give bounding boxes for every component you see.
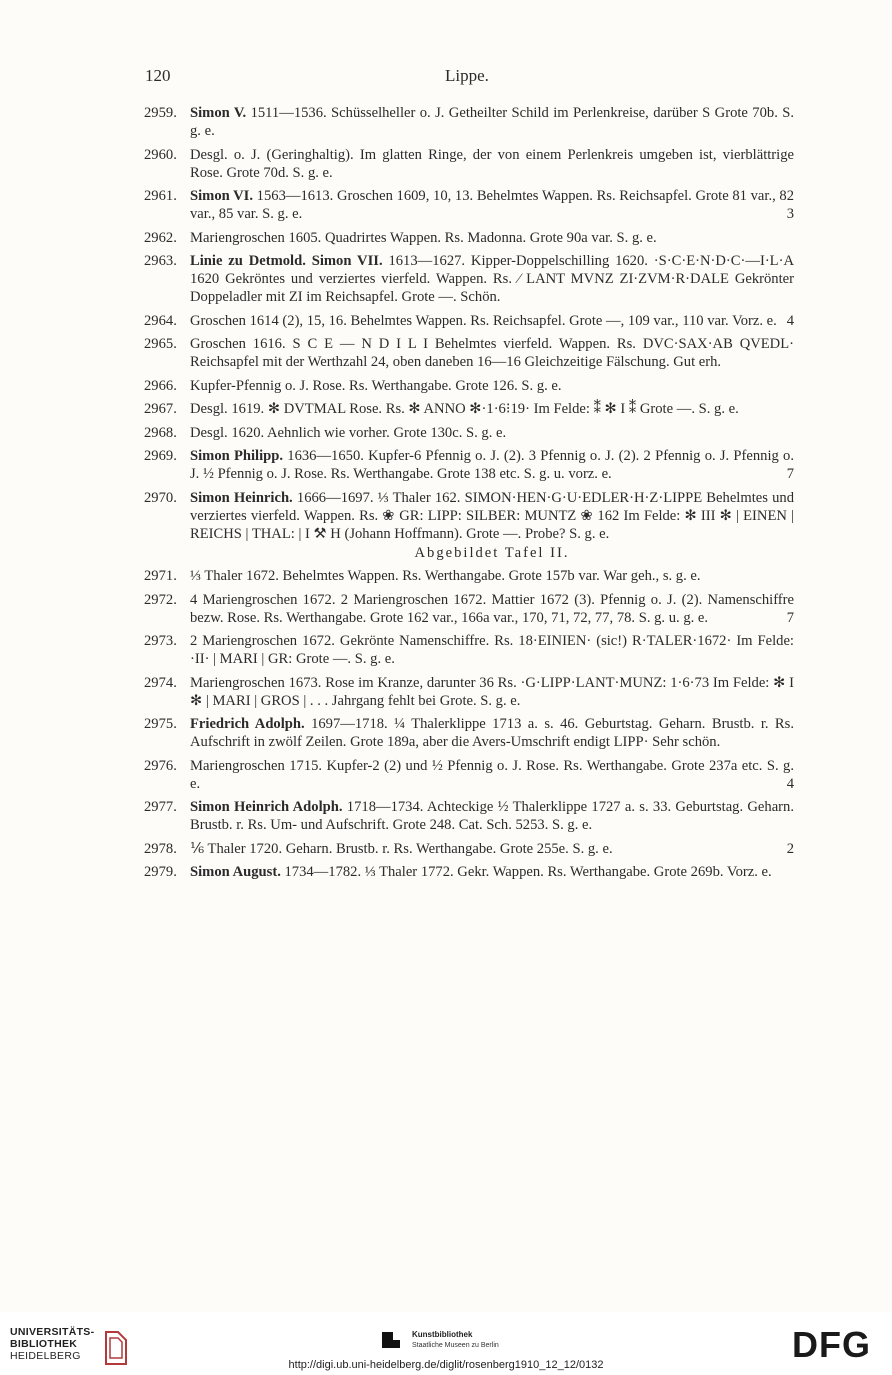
page-header [145,66,793,90]
entry-number: 2972. [144,591,177,608]
permalink-url[interactable]: http://digi.ub.uni-heidelberg.de/diglit/rosenberg1910_12_12/0132 [288,1359,604,1371]
entry-description: ⅙ Thaler 1720. Geharn. Brustb. r. Rs. Werthangabe. Grote 255e. S. g. e. 2 [190,840,794,857]
catalog-entry [144,335,794,371]
entry-number: 2973. [144,633,177,649]
entry-description: Simon Heinrich Adolph. 1718—1734. Achteckige ½ Thalerklippe 1727 a. s. 33. Geburtstag. Geharn. Brustb. r. Rs. Um- und Aufschrift. Grote 248. Cat. Sch. 5253. S. g. e. [190,799,794,833]
plate-reference: Abgebildet Tafel II. [414,544,570,561]
entry-number: 2966. [144,377,177,394]
catalog-entry [144,798,794,834]
entry-description: Kupfer-Pfennig o. J. Rose. Rs. Werthangabe. Grote 126. S. g. e. [190,377,562,394]
entry-number: 2976. [144,757,177,774]
entry-number: 2959. [144,105,177,121]
entry-description: ⅓ Thaler 1672. Behelmtes Wappen. Rs. Werthangabe. Grote 157b var. War geh., s. g. e. [190,568,701,584]
catalog-entry [144,715,794,751]
entry-rarity: 4 [786,312,794,329]
entry-description: Friedrich Adolph. 1697—1718. ¼ Thalerklippe 1713 a. s. 46. Geburtstag. Geharn. Brustb. r. Rs. Aufschrift in zwölf Zeilen. Grote 189a, aber die Avers-Umschrift endigt LIPP· Sehr schön. [190,716,794,750]
entry-description: Groschen 1616. S C E — N D I L I Behelmtes vierfeld. Wappen. Rs. DVC·SAX·AB QVEDL· Reichsapfel mit der Werthzahl 24, oben daneben 16—16 Gleichzeitige Fälschung. Gut erh. [190,336,794,370]
catalog-entry [144,146,794,182]
catalog-entry [144,104,794,140]
entry-description: Desgl. 1620. Aehnlich wie vorher. Grote 130c. S. g. e. [190,424,507,441]
catalog-entry [144,252,794,306]
entry-description: Simon August. 1734—1782. ⅓ Thaler 1772. Gekr. Wappen. Rs. Werthangabe. Grote 269b. Vorz. e. [190,864,772,880]
catalog-entry [144,591,794,627]
entry-description: 4 Mariengroschen 1672. 2 Mariengroschen 1672. Mattier 1672 (3). Pfennig o. J. (2). Namenschiffre bezw. Rose. Rs. Werthangabe. Grote 162 var., 166a var., 170, 71, 72, 77, 78. S. g. u. g. e. 7 [190,591,794,626]
catalog-entry [144,229,794,247]
entry-number: 2969. [144,448,177,464]
entry-number: 2971. [144,568,177,584]
entry-number: 2967. [144,401,177,417]
entry-rarity: 7 [786,466,794,482]
entry-number: 2964. [144,312,177,329]
entry-rarity: 3 [786,206,794,222]
entry-rarity: 4 [786,775,794,792]
catalog-entry [144,757,794,793]
entry-description: Linie zu Detmold. Simon VII. 1613—1627. Kipper-Doppelschilling 1620. ·S·C·E·N·D·C·—I·L·A 1620 Gekröntes und verziertes vierfeld. Wappen. Rs. ⁄ LANT MVNZ ZI·ZVM·R·DALE Gekrönter Doppeladler mit ZI im Reichsapfel. Grote —. Schön. [190,253,794,305]
catalog-entry [144,489,794,562]
entry-number: 2974. [144,674,177,691]
entry-description: Desgl. o. J. (Geringhaltig). Im glatten Ringe, der von einem Perlenkreis umgeben ist, vierblättrige Rose. Grote 70d. S. g. e. [190,146,794,181]
catalog-entry [144,400,794,418]
entry-number: 2965. [144,336,177,352]
catalog-entry [144,674,794,710]
entry-description: Simon Heinrich. 1666—1697. ⅓ Thaler 162. SIMON·HEN·G·U·EDLER·H·Z·LIPPE Behelmtes und verziertes vierfeld. Wappen. Rs. ❀ GR: LIPP: SILBER: MUNTZ ❀ 162 Im Felde: ✻ III ✻ | EINEN | REICHS | THAL: | I ⚒ H (Johann Hoffmann). Grote —. Probe? S. g. e. [190,489,794,542]
entry-rarity: 2 [786,840,794,857]
entry-description: Simon V. 1511—1536. Schüsselheller o. J. Getheilter Schild im Perlenkreise, darüber S Grote 70b. S. g. e. [190,105,794,139]
entry-number: 2960. [144,146,177,163]
dfg-logo[interactable]: DFG [792,1324,871,1365]
kunstbibliothek-logo[interactable] [380,1326,520,1356]
entry-description: Mariengroschen 1605. Quadrirtes Wappen. Rs. Madonna. Grote 90a var. S. g. e. [190,229,657,246]
entry-number: 2963. [144,253,177,269]
entry-number: 2970. [144,489,177,506]
entry-number: 2961. [144,188,177,204]
entry-rarity: 7 [786,609,794,626]
entry-number: 2968. [144,424,177,441]
entry-number: 2979. [144,864,177,880]
uni-logo-line-2: BIBLIOTHEK [10,1338,78,1350]
catalog-entries [144,104,794,887]
entry-description: Desgl. 1619. ✻ DVTMAL Rose. Rs. ✻ ANNO ✻·1·6⁝19· Im Felde: ⁑ ✻ I ⁑ Grote —. S. g. e. [190,401,739,417]
entry-description: Simon Philipp. 1636—1650. Kupfer-6 Pfennig o. J. (2). 3 Pfennig o. J. (2). 2 Pfennig o. J. Pfennig o. J. ½ Pfennig o. J. Rose. Rs. Werthangabe. Grote 138 etc. S. g. u. vorz. e. 7 [190,448,794,482]
catalog-entry [144,447,794,483]
entry-description: Mariengroschen 1715. Kupfer-2 (2) und ½ Pfennig o. J. Rose. Rs. Werthangabe. Grote 237a etc. S. g. e. 4 [190,757,794,792]
entry-description: 2 Mariengroschen 1672. Gekrönte Namenschiffre. Rs. 18·EINIEN· (sic!) R·TALER·1672· Im Felde: ·II· | MARI | GR: Grote —. S. g. e. [190,633,794,667]
entry-number: 2978. [144,840,177,857]
entry-number: 2962. [144,229,177,246]
uni-logo-line-1: UNIVERSITÄTS- [10,1326,95,1338]
catalog-entry [144,840,794,858]
catalog-entry [144,187,794,223]
catalog-entry [144,424,794,442]
entry-number: 2977. [144,799,177,815]
uni-logo-line-3: HEIDELBERG [10,1350,81,1362]
catalog-entry [144,863,794,881]
entry-description: Simon VI. 1563—1613. Groschen 1609, 10, 13. Behelmtes Wappen. Rs. Reichsapfel. Grote 81 var., 82 var., 85 var. S. g. e. 3 [190,188,794,222]
page-number: 120 [145,66,171,85]
catalog-entry [144,312,794,330]
kunstbibliothek-subtitle: Staatliche Museen zu Berlin [412,1342,499,1349]
catalog-entry [144,377,794,395]
kunstbibliothek-title: Kunstbibliothek [412,1330,473,1339]
entry-description: Mariengroschen 1673. Rose im Kranze, darunter 36 Rs. ·G·LIPP·LANT·MUNZ: 1·6·73 Im Felde: ✻ I ✻ | MARI | GROS | . . . Jahrgang fehlt bei Grote. S. g. e. [190,674,794,709]
entry-number: 2975. [144,716,177,732]
running-head: Lippe. [445,66,489,85]
catalog-entry [144,632,794,668]
kunstbibliothek-mark-icon [380,1330,402,1352]
entry-description: Groschen 1614 (2), 15, 16. Behelmtes Wappen. Rs. Reichsapfel. Grote —, 109 var., 110 var. Vorz. e. 4 [190,312,794,329]
catalog-entry [144,567,794,585]
footer-bar [0,1312,892,1375]
